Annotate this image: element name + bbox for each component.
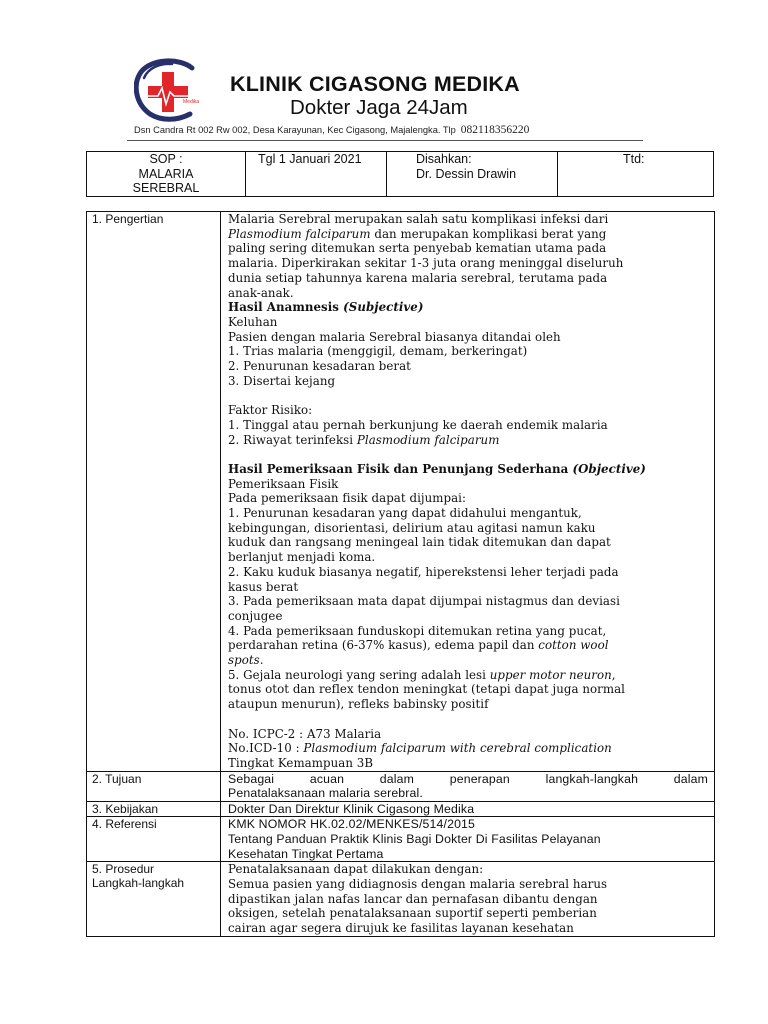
row-content-tujuan: [221, 771, 715, 801]
sop-approved-label: Disahkan:: [416, 152, 472, 166]
text-line: berlanjut menjadi koma.: [228, 550, 376, 565]
row-content-prosedur: [221, 862, 715, 937]
list-item: 3. Pada pemeriksaan mata dapat dijumpai nistagmus dan deviasi: [228, 594, 620, 609]
italic-term: Plasmodium falciparum: [356, 432, 500, 447]
text-line: Dokter Dan Direktur Klinik Cigasong Medika: [228, 801, 475, 816]
competency-level: Tingkat Kemampuan 3B: [228, 755, 374, 770]
sop-date-cell: [245, 152, 386, 196]
text-line: oksigen, setelah penatalaksanaan suportif seperti pemberian: [228, 906, 597, 921]
list-item: 4. Pada pemeriksaan funduskopi ditemukan retina yang pucat,: [228, 623, 607, 638]
row-content-kebijakan: [221, 801, 715, 817]
spacer: [228, 712, 708, 727]
text-line: Malaria Serebral merupakan salah satu komplikasi infeksi dari: [228, 212, 609, 226]
text-line: dunia setiap tahunnya karena malaria serebral, terutama pada: [228, 270, 608, 285]
label-line: 5. Prosedur: [92, 862, 155, 877]
spacer: [228, 447, 708, 462]
sop-date: Tgl 1 Januari 2021: [258, 152, 362, 166]
section-heading-objective: [228, 462, 708, 477]
text-line: Tentang Panduan Praktik Klinis Bagi Dokter Di Fasilitas Pelayanan: [228, 832, 601, 847]
clinic-address: [134, 124, 529, 136]
list-item: [228, 668, 708, 683]
text-span: .: [259, 653, 264, 668]
phone-number: 082118356220: [460, 124, 530, 136]
text-line: kebingungan, disorientasi, delirium atau agitasi namun kaku: [228, 520, 596, 535]
text-line: Pada pemeriksaan fisik dapat dijumpai:: [228, 491, 467, 506]
text-line: Penatalaksanaan malaria serebral.: [228, 786, 423, 801]
italic-term: upper motor neuron: [489, 667, 612, 682]
header-divider: [127, 140, 643, 141]
list-item: 1. Trias malaria (menggigil, demam, berkeringat): [228, 344, 528, 359]
text-line: [228, 638, 708, 653]
text-line: KMK NOMOR HK.02.02/MENKES/514/2015: [228, 817, 476, 832]
row-label-tujuan: 2. Tujuan: [87, 771, 221, 801]
text-span: ,: [611, 667, 616, 682]
text-span: perdarahan retina (6-37% kasus), edema papil dan: [228, 638, 539, 653]
table-row: [87, 862, 715, 937]
italic-term: Plasmodium falciparum: [228, 226, 371, 241]
spacer: [228, 388, 708, 403]
icd-code: [228, 741, 708, 756]
text-line: paling sering ditemukan serta penyebab kematian utama pada: [228, 241, 607, 256]
text-line: kasus berat: [228, 579, 299, 594]
subheading-keluhan: Keluhan: [228, 314, 278, 329]
heading-text: Hasil Pemeriksaan Fisik dan Penunjang Sederhana: [228, 461, 573, 476]
icpc-code: No. ICPC-2 : A73 Malaria: [228, 726, 382, 741]
address-text: Dsn Candra Rt 002 Rw 002, Desa Karayunan, Kec Cigasong, Majalengka. Tlp: [134, 125, 456, 135]
heading-italic: (Objective): [572, 461, 646, 476]
heading-text: Hasil Anamnesis: [228, 300, 344, 315]
text-span: No.ICD-10 :: [228, 741, 304, 756]
clinic-subtitle: Dokter Jaga 24Jam: [290, 96, 468, 119]
text-line: malaria. Diperkirakan sekitar 1-3 juta orang meninggal diseluruh: [228, 256, 624, 271]
sop-title-2: SEREBRAL: [132, 181, 200, 195]
label-line: Langkah-langkah: [92, 876, 185, 891]
section-heading-anamnesis: [228, 300, 708, 315]
text-line: Kesehatan Tingkat Pertama: [228, 846, 384, 861]
sop-title-cell: [87, 152, 245, 196]
table-row: [87, 212, 715, 772]
row-label-pengertian: 1. Pengertian: [87, 212, 221, 772]
text-line: tonus otot dan reflex tendon meningkat (tetapi dapat juga normal: [228, 682, 625, 697]
table-row: [87, 817, 715, 862]
text-line: [228, 653, 708, 668]
text-line: dipastikan jalan nafas lancar dan pernafasan dibantu dengan: [228, 891, 598, 906]
italic-term: cotton wool: [538, 638, 609, 653]
subheading-faktor-risiko: Faktor Risiko:: [228, 403, 313, 418]
italic-term: Plasmodium falciparum with cerebral complication: [303, 741, 612, 756]
text-line: Penatalaksanaan dapat dilakukan dengan:: [228, 862, 484, 877]
text-line: anak-anak.: [228, 285, 294, 300]
sop-content-table: [86, 211, 715, 937]
text-line: cairan agar segera dirujuk ke fasilitas layanan kesehatan: [228, 921, 574, 936]
text-line: ataupun menurun), refleks babinsky positif: [228, 697, 489, 712]
text-span: dan merupakan komplikasi berat yang: [370, 226, 607, 241]
sop-signature-cell: [557, 152, 713, 196]
text-span: 5. Gejala neurologi yang sering adalah lesi: [228, 667, 490, 682]
list-item: 2. Penurunan kesadaran berat: [228, 359, 411, 374]
clinic-name: KLINIK CIGASONG MEDIKA: [230, 72, 520, 96]
heading-italic: (Subjective): [343, 300, 424, 315]
italic-term: spots: [228, 653, 260, 668]
sop-table: [86, 151, 714, 197]
row-content-pengertian: [221, 212, 715, 772]
table-row: [87, 801, 715, 817]
text-line: kuduk dan rangsang meningeal lain tidak ditemukan dan dapat: [228, 535, 611, 550]
sop-title-1: MALARIA: [138, 166, 194, 181]
clinic-logo: [134, 58, 204, 122]
list-item: 3. Disertai kejang: [228, 373, 336, 388]
text-line: Pasien dengan malaria Serebral biasanya ditandai oleh: [228, 329, 561, 344]
text-line: [228, 227, 708, 242]
sop-label: SOP :: [149, 152, 183, 166]
list-item: 1. Tinggal atau pernah berkunjung ke daerah endemik malaria: [228, 417, 608, 432]
text-line: Sebagai acuan dalam penerapan langkah-langkah dalam: [228, 771, 708, 786]
row-label-kebijakan: 3. Kebijakan: [87, 801, 221, 817]
table-row: [87, 771, 715, 801]
sop-approved-by: Dr. Dessin Drawin: [416, 166, 517, 181]
list-item: 1. Penurunan kesadaran yang dapat didahului mengantuk,: [228, 506, 582, 521]
list-item: 2. Kaku kuduk biasanya negatif, hiperekstensi leher terjadi pada: [228, 564, 619, 579]
logo-text: Medika: [183, 99, 200, 105]
row-content-referensi: [221, 817, 715, 862]
text-span: 2. Riwayat terinfeksi: [228, 432, 357, 447]
row-label-referensi: 4. Referensi: [87, 817, 221, 862]
sop-approval-cell: [386, 152, 557, 196]
subheading-pemeriksaan: Pemeriksaan Fisik: [228, 476, 339, 491]
row-label-prosedur: [87, 862, 221, 937]
list-item: [228, 433, 708, 448]
sop-signature-label: Ttd:: [623, 152, 645, 166]
text-line: conjugee: [228, 608, 283, 623]
text-line: Semua pasien yang didiagnosis dengan malaria serebral harus: [228, 876, 608, 891]
